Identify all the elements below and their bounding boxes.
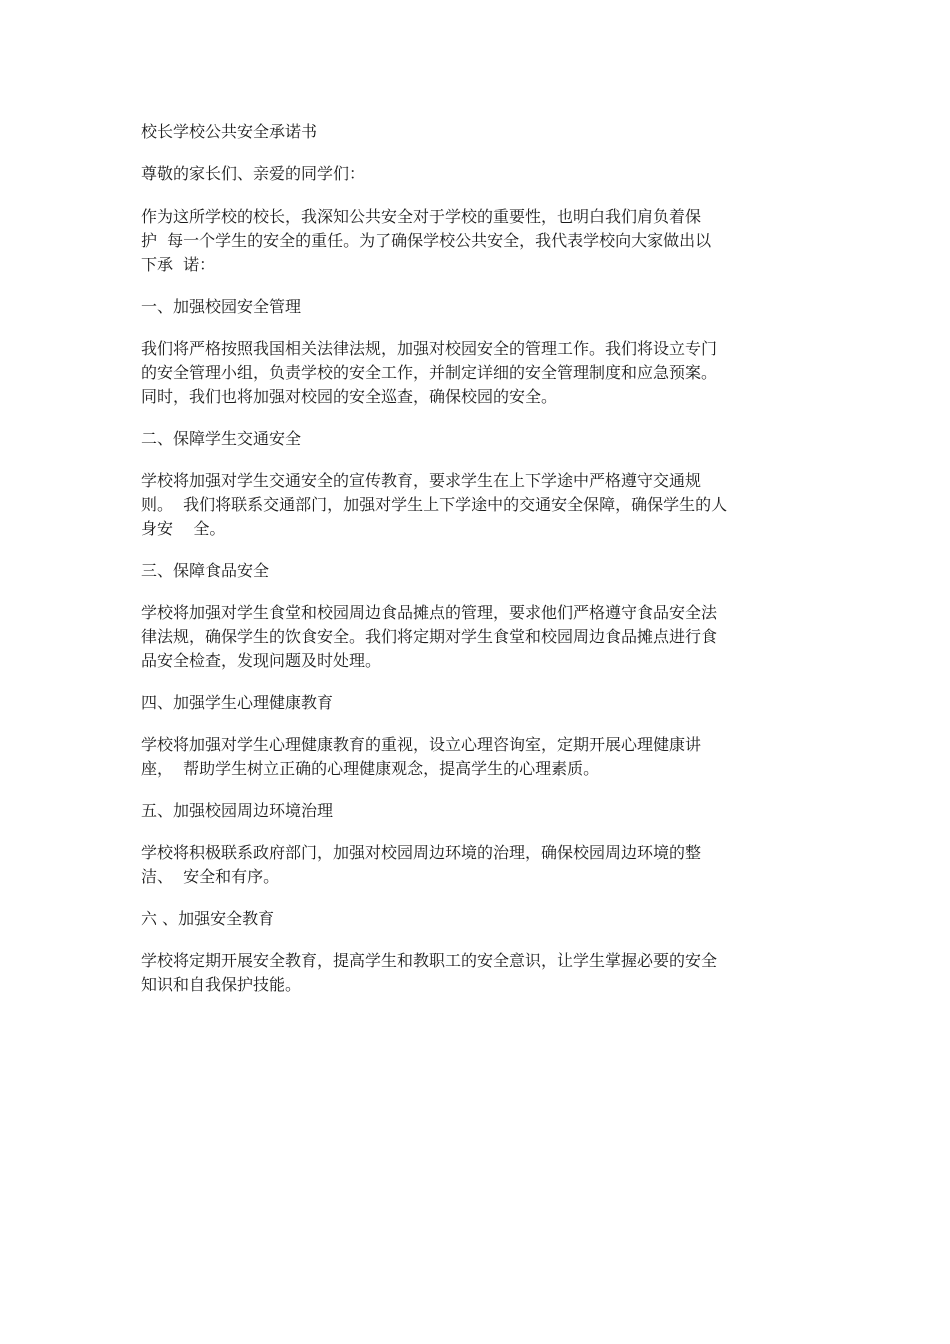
document-page (141, 120, 831, 1015)
section-paragraph-6 (141, 949, 831, 997)
paragraph-line: 座， 帮助学生树立正确的心理健康观念，提高学生的心理素质。 (141, 759, 600, 778)
section-paragraph-5 (141, 841, 831, 889)
paragraph-line: 知识和自我保护技能。 (141, 975, 302, 994)
section-paragraph-1 (141, 337, 831, 409)
paragraph-line: 我们将严格按照我国相关法律法规，加强对校园安全的管理工作。我们将设立专门 (141, 339, 718, 358)
section-paragraph-2 (141, 469, 831, 541)
paragraph-line: 同时，我们也将加强对校园的安全巡查，确保校园的安全。 (141, 387, 558, 406)
paragraph-line: 律法规，确保学生的饮食安全。我们将定期对学生食堂和校园周边食品摊点进行食 (141, 627, 718, 646)
section-paragraph-3 (141, 601, 831, 673)
paragraph-line: 洁、 安全和有序。 (141, 867, 280, 886)
paragraph-line: 学校将加强对学生食堂和校园周边食品摊点的管理，要求他们严格遵守食品安全法 (141, 603, 718, 622)
salutation: 尊敬的家长们、亲爱的同学们： (141, 164, 366, 183)
intro-line: 作为这所学校的校长，我深知公共安全对于学校的重要性，也明白我们肩负着保 (141, 207, 702, 226)
paragraph-line: 学校将定期开展安全教育，提高学生和教职工的安全意识，让学生掌握必要的安全 (141, 951, 718, 970)
section-heading-5: 五、加强校园周边环境治理 (141, 801, 334, 820)
section-paragraph-4 (141, 733, 831, 781)
paragraph-line: 则。 我们将联系交通部门，加强对学生上下学途中的交通安全保障，确保学生的人 (141, 495, 728, 514)
intro-line: 下承 诺： (141, 255, 216, 274)
document-title: 校长学校公共安全承诺书 (141, 122, 318, 141)
paragraph-line: 学校将加强对学生心理健康教育的重视，设立心理咨询室，定期开展心理健康讲 (141, 735, 702, 754)
paragraph-line: 品安全检查，发现问题及时处理。 (141, 651, 382, 670)
intro-line: 护 每一个学生的安全的重任。为了确保学校公共安全，我代表学校向大家做出以 (141, 231, 712, 250)
section-heading-1: 一、加强校园安全管理 (141, 297, 302, 316)
intro-paragraph (141, 205, 831, 277)
paragraph-line: 身安 全。 (141, 519, 226, 538)
paragraph-line: 学校将积极联系政府部门，加强对校园周边环境的治理，确保校园周边环境的整 (141, 843, 702, 862)
paragraph-line: 学校将加强对学生交通安全的宣传教育，要求学生在上下学途中严格遵守交通规 (141, 471, 702, 490)
section-heading-6: 六 、加强安全教育 (141, 909, 275, 928)
section-heading-4: 四、加强学生心理健康教育 (141, 693, 334, 712)
paragraph-line: 的安全管理小组，负责学校的安全工作，并制定详细的安全管理制度和应急预案。 (141, 363, 718, 382)
section-heading-3: 三、保障食品安全 (141, 561, 270, 580)
section-heading-2: 二、保障学生交通安全 (141, 429, 302, 448)
